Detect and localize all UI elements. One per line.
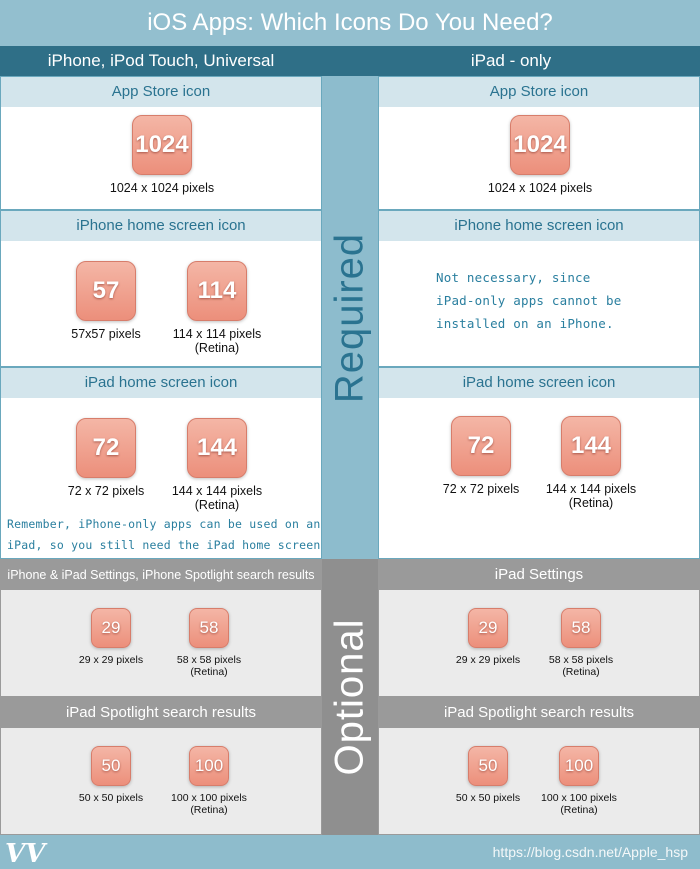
right-app-store-panel bbox=[378, 76, 700, 210]
retina-label: (Retina) bbox=[190, 666, 228, 678]
note-line: iPad, so you still need the iPad home screen bbox=[7, 538, 321, 552]
right-settings-panel bbox=[378, 559, 700, 697]
size-text: 144 x 144 pixels bbox=[171, 484, 263, 498]
retina-label: (Retina) bbox=[190, 804, 228, 816]
size-label: 29 x 29 pixels bbox=[78, 654, 144, 666]
retina-label: (Retina) bbox=[568, 496, 614, 510]
note-line: installed on an iPhone. bbox=[436, 316, 614, 331]
size-text: 114 x 114 pixels bbox=[172, 327, 262, 341]
size-text: 58 x 58 pixels bbox=[176, 654, 242, 666]
size-label bbox=[531, 792, 627, 816]
column-header-iphone: iPhone, iPod Touch, Universal bbox=[0, 46, 322, 76]
icon-group bbox=[1, 115, 322, 195]
left-app-store-panel bbox=[0, 76, 322, 210]
panel-title: iPad Settings bbox=[379, 560, 699, 590]
page-title: iOS Apps: Which Icons Do You Need? bbox=[0, 0, 700, 46]
optional-label: Optional bbox=[327, 618, 372, 776]
size-label: 72 x 72 pixels bbox=[67, 484, 145, 498]
right-ipad-home-panel bbox=[378, 367, 700, 559]
optional-band bbox=[322, 559, 378, 835]
app-icon: 50 bbox=[91, 746, 131, 786]
app-icon: 144 bbox=[187, 418, 247, 478]
size-label bbox=[164, 654, 254, 678]
panel-title: App Store icon bbox=[1, 77, 321, 107]
icon-group bbox=[448, 746, 528, 804]
icon-group bbox=[441, 416, 521, 496]
handwritten-note bbox=[7, 514, 321, 559]
icon-group bbox=[448, 608, 528, 666]
size-text: 58 x 58 pixels bbox=[548, 654, 614, 666]
panel-title: iPhone & iPad Settings, iPhone Spotlight search results bbox=[1, 560, 321, 590]
app-icon: 144 bbox=[561, 416, 621, 476]
column-header-ipad: iPad - only bbox=[322, 46, 700, 76]
left-spotlight-panel bbox=[0, 697, 322, 835]
icon-group bbox=[71, 746, 151, 804]
size-label bbox=[536, 654, 626, 678]
app-icon: 58 bbox=[189, 608, 229, 648]
left-ipad-home-panel bbox=[0, 367, 322, 559]
icon-group bbox=[167, 261, 267, 355]
size-text: 100 x 100 pixels bbox=[171, 792, 247, 804]
app-icon: 29 bbox=[468, 608, 508, 648]
retina-label: (Retina) bbox=[194, 341, 240, 355]
size-label: 50 x 50 pixels bbox=[78, 792, 144, 804]
size-text: 100 x 100 pixels bbox=[541, 792, 617, 804]
retina-label: (Retina) bbox=[194, 498, 240, 512]
left-settings-panel bbox=[0, 559, 322, 697]
icon-group bbox=[531, 746, 627, 816]
panel-title: iPad home screen icon bbox=[379, 368, 699, 398]
vw-logo: VV bbox=[5, 839, 46, 869]
panel-title: iPad home screen icon bbox=[1, 368, 321, 398]
note-line: Not necessary, since bbox=[436, 270, 591, 285]
size-label: 29 x 29 pixels bbox=[455, 654, 521, 666]
icon-group bbox=[541, 416, 641, 510]
app-icon: 1024 bbox=[132, 115, 192, 175]
size-label bbox=[541, 482, 641, 510]
icon-group bbox=[379, 115, 700, 195]
app-icon: 72 bbox=[451, 416, 511, 476]
app-icon: 58 bbox=[561, 608, 601, 648]
size-text: 144 x 144 pixels bbox=[545, 482, 637, 496]
panel-title: iPhone home screen icon bbox=[1, 211, 321, 241]
app-icon: 50 bbox=[468, 746, 508, 786]
footer-watermark-link[interactable]: https://blog.csdn.net/Apple_hsp bbox=[492, 844, 688, 860]
size-label: 1024 x 1024 pixels bbox=[109, 181, 215, 195]
panel-title: App Store icon bbox=[379, 77, 699, 107]
panel-title: iPad Spotlight search results bbox=[1, 698, 321, 728]
panel-title: iPad Spotlight search results bbox=[379, 698, 699, 728]
app-icon: 114 bbox=[187, 261, 247, 321]
size-label: 57x57 pixels bbox=[71, 327, 141, 341]
note-line: iPad-only apps cannot be bbox=[436, 293, 622, 308]
right-spotlight-panel bbox=[378, 697, 700, 835]
app-icon: 72 bbox=[76, 418, 136, 478]
size-label bbox=[167, 484, 267, 512]
size-label: 72 x 72 pixels bbox=[442, 482, 520, 496]
required-band bbox=[322, 76, 378, 559]
right-iphone-home-panel bbox=[378, 210, 700, 367]
left-iphone-home-panel bbox=[0, 210, 322, 367]
size-label: 1024 x 1024 pixels bbox=[487, 181, 593, 195]
icon-group bbox=[66, 261, 146, 341]
retina-label: (Retina) bbox=[560, 804, 598, 816]
required-label: Required bbox=[327, 232, 372, 403]
retina-label: (Retina) bbox=[562, 666, 600, 678]
app-icon: 57 bbox=[76, 261, 136, 321]
icon-group bbox=[164, 608, 254, 678]
icon-group bbox=[71, 608, 151, 666]
icon-group bbox=[536, 608, 626, 678]
app-icon: 100 bbox=[559, 746, 599, 786]
handwritten-note bbox=[436, 266, 621, 335]
size-label: 50 x 50 pixels bbox=[455, 792, 521, 804]
icon-group bbox=[167, 418, 267, 512]
icon-group bbox=[66, 418, 146, 498]
size-label bbox=[167, 327, 267, 355]
app-icon: 1024 bbox=[510, 115, 570, 175]
size-label bbox=[161, 792, 257, 816]
panel-title: iPhone home screen icon bbox=[379, 211, 699, 241]
note-line: Remember, iPhone-only apps can be used on an bbox=[7, 517, 321, 531]
app-icon: 100 bbox=[189, 746, 229, 786]
icon-group bbox=[161, 746, 257, 816]
footer bbox=[0, 835, 700, 869]
app-icon: 29 bbox=[91, 608, 131, 648]
